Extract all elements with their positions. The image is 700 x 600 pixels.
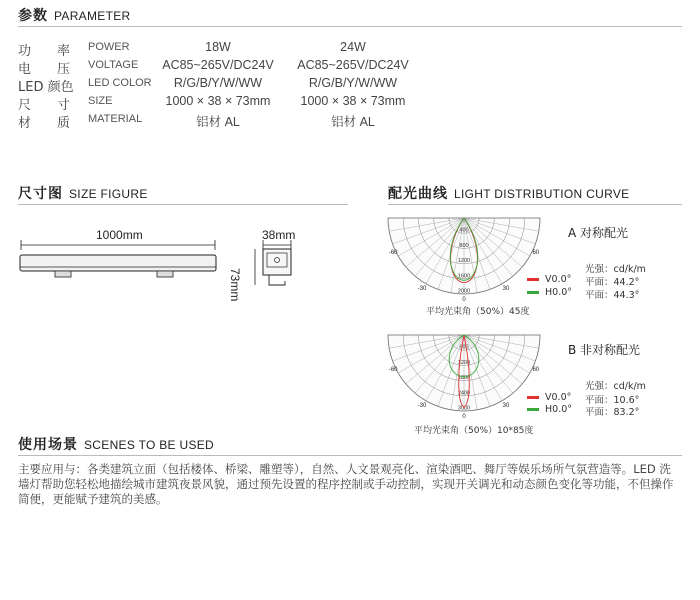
param-label-zh: 尺 寸 [18,98,71,113]
section-bracket [269,275,285,285]
polar-chart-b [380,325,550,421]
param-value-18w: 铝材 AL [196,115,240,129]
curve-a-v-swatch [527,278,539,281]
param-label-zh: 材 质 [18,116,71,131]
polar-angle-label: -30 [417,285,427,292]
param-value-24w: 1000 × 38 × 73mm [300,94,406,108]
curve-a-v-label: V0.0° [545,274,572,285]
bracket-right [157,271,173,277]
polar-ring-label: 1200 [457,359,471,366]
polar-ring-label: 2400 [457,390,471,397]
size-figure-title-zh: 尺寸图 [18,186,63,202]
polar-ring-label: 3000 [457,405,471,412]
curve-title [388,183,629,203]
parameter-title-en: PARAMETER [54,9,131,23]
curve-b-unit: 光强：cd/k/m [585,381,646,392]
curve-a-h-swatch [527,291,539,294]
param-value-24w: 24W [340,40,366,54]
polar-chart-a [380,208,550,304]
param-value-18w: AC85~265V/DC24V [162,58,274,72]
curve-a-title: A 对称配光 [568,226,629,240]
polar-ring-label: 400 [459,227,469,234]
param-label-zh: 电 压 [18,62,71,77]
polar-angle-label: 30 [502,402,510,409]
polar-ring-label: 2000 [457,288,471,295]
curve-b-v-swatch [527,396,539,399]
polar-angle-label: 0 [462,297,466,303]
polar-ring-label: 1600 [457,273,471,280]
polar-ring-label: 1800 [457,375,471,382]
polar-angle-label: 60 [532,250,540,256]
polar-angle-label: 60 [532,367,540,373]
param-label-en: LED COLOR [88,77,152,89]
polar-ring-label: 800 [459,242,469,249]
polar-angle-label: 0 [462,414,466,420]
curve-b-h-value: 平面：83.2° [585,407,640,418]
height-label: 73mm [228,268,242,302]
curve-title-en: LIGHT DISTRIBUTION CURVE [454,187,630,201]
length-label: 1000mm [96,228,143,242]
scenes-title-en: SCENES TO BE USED [84,438,215,452]
polar-angle-label: -60 [388,250,398,256]
param-value-18w: 1000 × 38 × 73mm [165,94,271,108]
polar-angle-label: -60 [388,367,398,373]
param-value-18w: R/G/B/Y/W/WW [173,76,263,90]
size-figure-divider [18,204,348,205]
curve-divider [388,204,682,205]
bracket-left [55,271,71,277]
curve-b-title: B 非对称配光 [568,343,641,357]
param-value-18w: 18W [205,40,231,54]
size-figure-drawing [15,235,305,295]
curve-a-h-value: 平面：44.3° [585,290,640,301]
polar-angle-label: -30 [417,402,427,409]
scenes-title-zh: 使用场景 [18,437,78,453]
polar-ring-label: 1200 [457,258,471,265]
curve-b-h-label: H0.0° [545,404,573,415]
polar-angle-label: 30 [502,285,510,292]
param-label-en: SIZE [88,95,113,107]
param-label-zh: LED 颜色 [18,80,74,95]
size-figure-title [18,183,148,203]
curve-title-zh: 配光曲线 [388,186,448,202]
parameter-title [18,5,131,25]
param-value-24w: 铝材 AL [331,115,375,129]
width-label: 38mm [262,228,296,242]
param-label-zh: 功 率 [18,44,71,59]
lamp-body [20,255,216,271]
curve-a-caption: 平均光束角（50%）45度 [426,307,530,317]
curve-a-h-label: H0.0° [545,287,573,298]
scenes-title [18,434,214,454]
curve-a-v-value: 平面：44.2° [585,277,640,288]
param-label-en: POWER [88,41,130,53]
param-label-en: MATERIAL [88,113,143,125]
scenes-divider [18,455,682,456]
param-label-en: VOLTAGE [88,59,139,71]
curve-b-v-value: 平面：10.6° [585,395,640,406]
size-figure-title-en: SIZE FIGURE [69,187,148,201]
scenes-description: 主要应用与：各类建筑立面（包括楼体、桥梁、雕塑等），自然、人文景观亮化、渲染酒吧、舞厅等娱乐场所气氛营造等。LED 洗墙灯帮助您轻松地描绘城市建筑夜景风貌，通过预先设置的程序控制或手动控制，实现开关调光和动态颜色变化等功能，不但操作简便，更能赋予建筑的美感。 [18,462,674,506]
param-value-24w: R/G/B/Y/W/WW [308,76,398,90]
parameter-divider [18,26,682,27]
polar-ring-label: 600 [459,344,469,351]
parameter-title-zh: 参数 [18,8,48,24]
curve-b-v-label: V0.0° [545,392,572,403]
curve-a-unit: 光强：cd/k/m [585,264,646,275]
param-value-24w: AC85~265V/DC24V [297,58,409,72]
curve-b-caption: 平均光束角（50%）10*85度 [414,426,534,436]
curve-b-h-swatch [527,408,539,411]
